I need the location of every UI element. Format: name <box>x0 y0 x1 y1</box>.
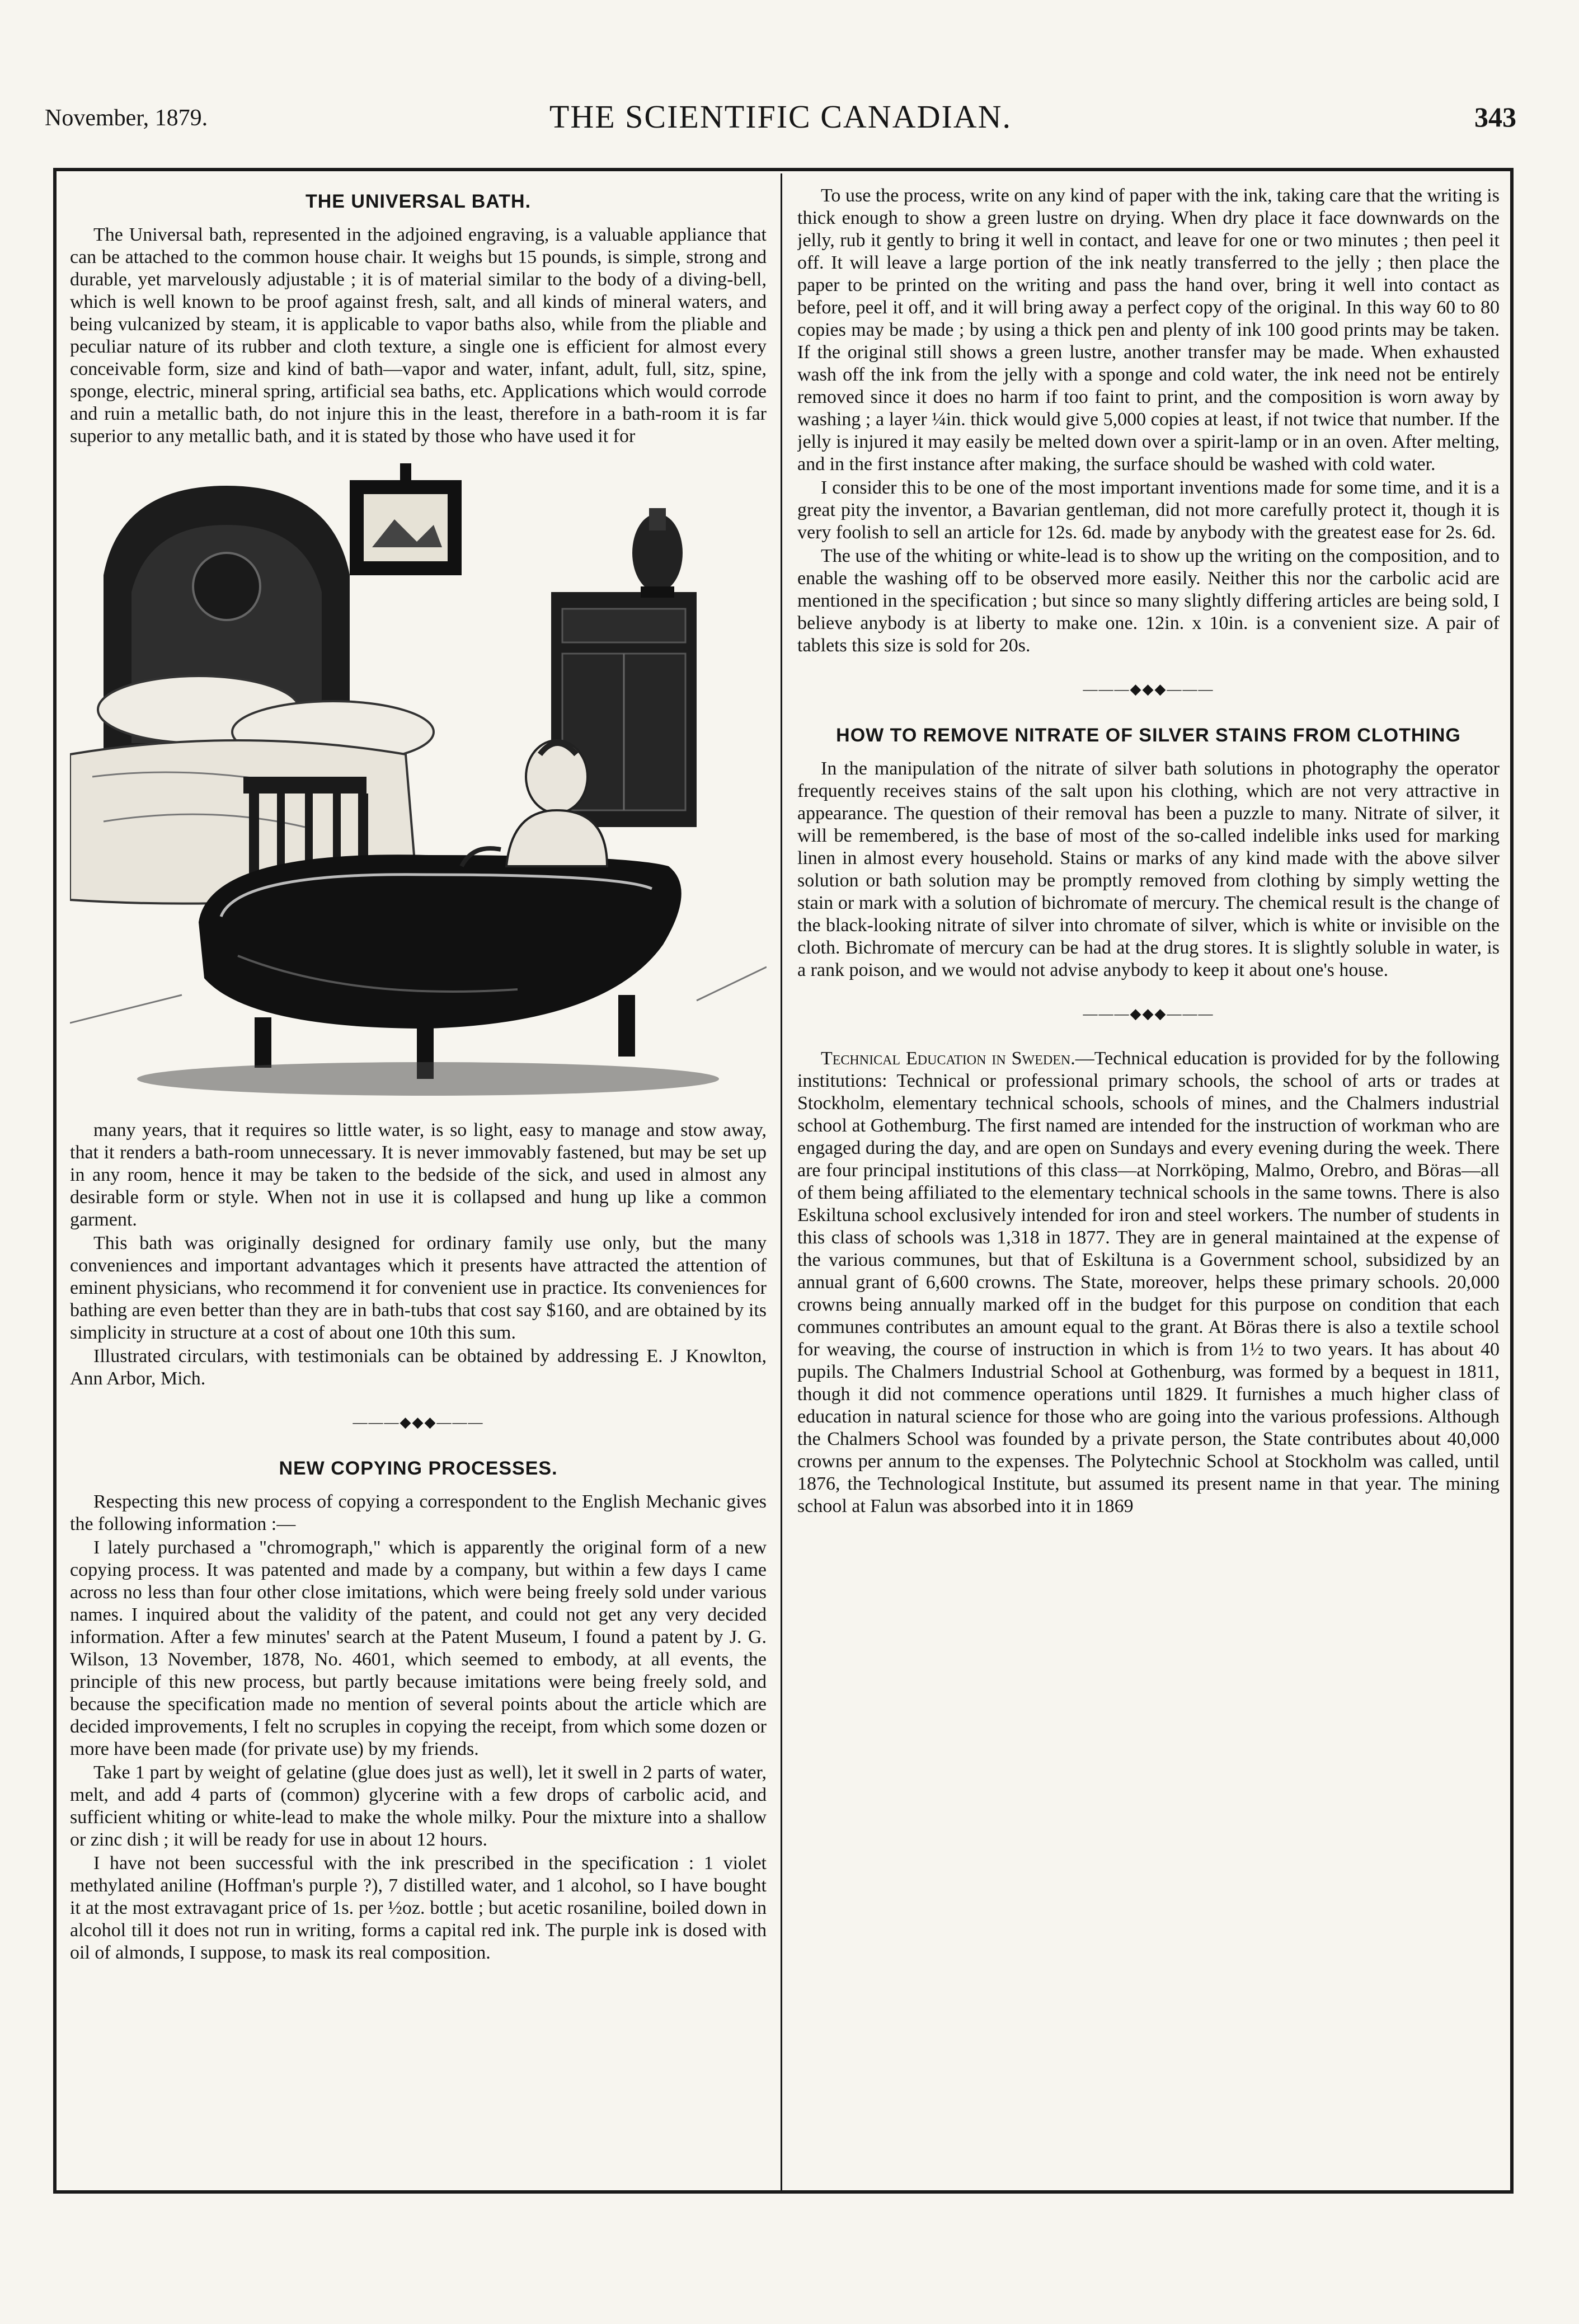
article-paragraph: This bath was originally designed for ordinary family use only, but the many conveniences and important advantages which it presents have attracted the attention of eminent physicians, who recommend it for convenient use in practice. Its conveniences for bathing are even better than they are in bath-tubs that cost say $160, and are obtained by its simplicity in structure at a cost of about one 10th this sum. <box>70 1233 767 1343</box>
article-lead-sweden: Technical Education in Sweden. <box>821 1048 1075 1069</box>
article-heading-universal-bath: THE UNIVERSAL BATH. <box>305 191 532 212</box>
article-paragraph-sweden <box>797 1048 1500 1518</box>
article-paragraph: Respecting this new process of copying a correspondent to the English Mechanic gives the following information :— <box>70 1491 767 1534</box>
page-header <box>45 98 1516 143</box>
section-separator: ———◆◆◆——— <box>1083 681 1214 697</box>
bath-engraving-illustration <box>70 463 767 1101</box>
article-paragraph: In the manipulation of the nitrate of silver bath solutions in photography the operator frequently receives stains of the salt upon his clothing, which are not very attractive in appearance. The question of their removal has been a puzzle to many. Nitrate of silver, it will be remembered, is the base of most of the so-called indelible inks used for marking linen in almost every household. Stains or marks of any kind made with the above silver solution or bath solution may be promptly removed from clothing by simply wetting the stain or mark with a solution of bichromate of mercury. The chemical result is the change of the black-looking nitrate of silver into chromate of silver, which is white or invisible on the cloth. Bichromate of mercury can be had at the drug stores. It is slightly soluble in water, is a rank poison, and we would not advise anybody to keep it about one's house. <box>797 758 1500 980</box>
section-separator: ———◆◆◆——— <box>353 1414 484 1430</box>
article-paragraph: I consider this to be one of the most important inventions made for some time, and it is a great pity the inventor, a Bavarian gentleman, did not more carefully protect it, though it is very foolish to sell an article for 12s. 6d. made by anybody with the greatest ease for 2s. 6d. <box>797 477 1500 543</box>
left-column <box>70 185 767 2182</box>
article-text-sweden: —Technical education is provided for by the following institutions: Technical or professional primary schools, the school of arts or trades at Stockholm, elementary technical schools, schools of mines, and the Chalmers industrial school at Gothemburg. The first named are intended for the instruction of workman who are engaged during the day, and are open on Sundays and every evening during the week. There are four principal institutions of this class—at Norrköping, Malmo, Orebro, and Böras—all of them being affiliated to the elementary technical schools in the same towns. There is also Eskiltuna school exclusively intended for iron and steel workers. The number of students in this class of schools was 1,318 in 1877. They are in general maintained at the expense of the various communes, but that of Eskiltuna is a Government school, subsidized by an annual grant of 6,600 crowns. The State, moreover, helps these primary schools. 20,000 crowns being annually marked off in the budget for this purpose on condition that each communes contributes an amount equal to the grant. At Böras there is also a textile school for weaving, the course of instruction in which is from 1½ to two years. It has about 40 pupils. The Chalmers Industrial School at Gothenburg, was formed by a bequest in 1811, though it did not commence operations until 1829. It furnishes a much higher class of education in natural science for those who are going into the various professions. Although the Chalmers School was founded by a private person, the State contributes about 40,000 crowns per annum to the expenses. The Polytechnic School at Stockholm was called, until 1876, the Technological Institute, but assumed its present name in that year. The mining school at Falun was absorbed into it in 1869 <box>797 1048 1500 1517</box>
section-separator: ———◆◆◆——— <box>1083 1006 1214 1022</box>
article-paragraph: The use of the whiting or white-lead is to show up the writing on the composition, and to enable the washing off to be observed more easily. Neither this nor the carbolic acid are mentioned in the specification ; but since so many slightly differing articles are being sold, I believe anybody is at liberty to make one. 12in. x 10in. is a convenient size. A pair of tablets this size is sold for 20s. <box>797 546 1500 656</box>
article-paragraph: To use the process, write on any kind of paper with the ink, taking care that the writing is thick enough to show a green lustre on drying. When dry place it face downwards on the jelly, rub it gently to bring it well in contact, and leave for one or two minutes ; then peel it off. It will leave a large portion of the ink neatly transferred to the jelly ; then place the paper to be printed on the writing and pass the hand over, bring it well into contact as before, peel it off, and it will bring away a perfect copy of the original. In this way 60 to 80 copies may be made ; by using a thick pen and plenty of ink 100 good prints may be taken. If the original still shows a green lustre, another transfer may be made. When exhausted wash off the ink from the jelly with a sponge and cold water, the ink need not be entirely removed since it does no harm if too faint to print, and the composition is worn away by washing ; a layer ¼in. thick would give 5,000 copies at least, if not twice that number. If the jelly is injured it may easily be melted down over a spirit-lamp or in an oven. After melting, and in the first instance after making, the surface should be washed with cold water. <box>797 185 1500 475</box>
right-column <box>797 185 1500 2182</box>
column-divider <box>781 173 782 2191</box>
page-number: 343 <box>1474 101 1516 133</box>
article-paragraph: I have not been successful with the ink prescribed in the specification : 1 violet methylated aniline (Hoffman's purple ?), 7 distilled water, and 1 alcohol, so I have bought it at the most extravagant price of 1s. per ½oz. bottle ; but acetic rosaniline, boiled down in alcohol till it does not run in writing, forms a capital red ink. The purple ink is dosed with oil of almonds, I suppose, to mask its real composition. <box>70 1853 767 1963</box>
article-paragraph: The Universal bath, represented in the adjoined engraving, is a valuable appliance that can be attached to the common house chair. It weighs but 15 pounds, is simple, strong and durable, yet marvelously adjustable ; it is of material similar to the body of a diving-bell, which is well known to be proof against fresh, salt, and all kinds of mineral waters, and being vulcanized by steam, it is applicable to vapor baths also, while from the pliable and peculiar nature of its rubber and cloth texture, a single one is efficient for almost every conceivable form, size and kind of bath—vapor and water, infant, adult, full, sitz, spine, sponge, electric, mineral spring, artificial sea baths, etc. Applications which would corrode and ruin a metallic bath, do not injure this in the least, therefore in a bath-room it is far superior to any metallic bath, and it is stated by those who have used it for <box>70 224 767 447</box>
article-heading-nitrate: HOW TO REMOVE NITRATE OF SILVER STAINS FROM CLOTHING <box>836 725 1461 746</box>
article-paragraph: I lately purchased a "chromograph," which is apparently the original form of a new copying process. It was patented and made by a company, but within a few days I came across no less than four other close imitations, which were being freely sold under various names. I inquired about the validity of the patent, and could not get any very decided information. After a few minutes' search at the Patent Museum, I found a patent by J. G. Wilson, 13 November, 1878, No. 4601, which seemed to embody, at all events, the principle of this new process, but partly because imitations were being freely sold, and because the specification made no mention of several points about the article which are decided improvements, I felt no scruples in copying the receipt, from which some dozen or more have been made (for private use) by my friends. <box>70 1537 767 1759</box>
publication-title: THE SCIENTIFIC CANADIAN. <box>549 98 1012 135</box>
article-paragraph: Take 1 part by weight of gelatine (glue does just as well), let it swell in 2 parts of water, melt, and add 4 parts of (common) glycerine with a few drops of carbolic acid, and sufficient whiting or white-lead to make the whole milky. Pour the mixture into a shallow or zinc dish ; it will be ready for use in about 12 hours. <box>70 1762 767 1850</box>
article-paragraph: Illustrated circulars, with testimonials can be obtained by addressing E. J Knowlton, Ann Arbor, Mich. <box>70 1346 767 1389</box>
article-paragraph: many years, that it requires so little water, is so light, easy to manage and stow away, that it renders a bath-room unnecessary. It is never immovably fastened, but may be set up in any room, hence it may be taken to the bedside of the sick, and used in almost any desirable form or style. When not in use it is collapsed and hung up like a common garment. <box>70 1120 767 1230</box>
article-heading-copying: NEW COPYING PROCESSES. <box>279 1458 558 1479</box>
issue-date: November, 1879. <box>45 105 208 131</box>
